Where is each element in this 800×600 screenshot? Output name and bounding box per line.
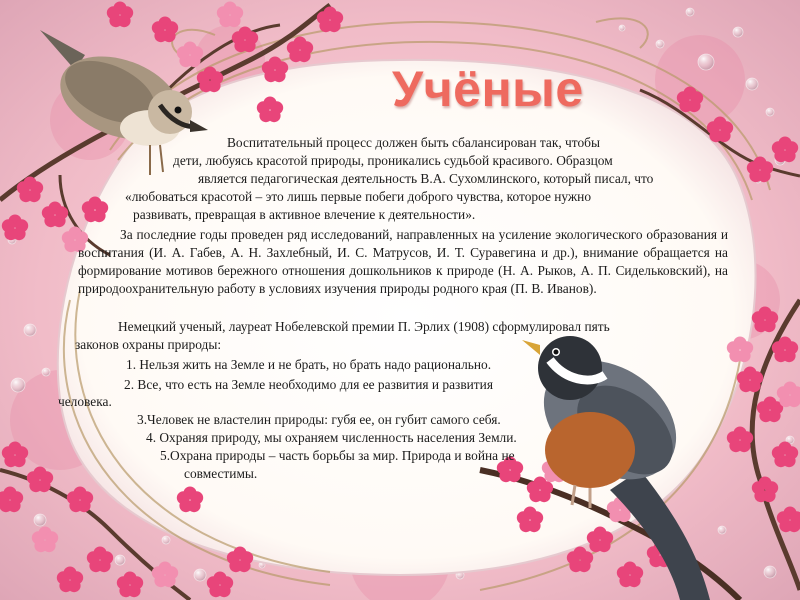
law-2-line-2: человека. [58,394,112,409]
paragraph-3-line-1: Немецкий ученый, лауреат Нобелевской премии П. Эрлих (1908) сформулировал пять [118,319,610,334]
law-5-line-1: 5.Охрана природы – часть борьбы за мир. Природа и война не [160,448,515,463]
law-3: 3.Человек не властелин природы: губя ее, он губит самого себя. [137,412,501,427]
paragraph-1-line-5: развивать, превращая в активное влечение к деятельности». [133,207,476,222]
law-4: 4. Охраняя природу, мы охраняем численность населения Земли. [146,430,517,445]
paragraph-1-line-4: «любоваться красотой – это лишь первые побеги доброго чувства, которое нужно [125,189,592,204]
law-1: 1. Нельзя жить на Земле и не брать, но брать надо рационально. [126,357,492,372]
paragraph-2: За последние годы проведен ряд исследований, направленных на усиление экологического образования и воспитания (И. А. Габев, А. Н. Захлебный, И. С. Матрусов, И. Т. Суравегина и др.), внимание обращается на формирование мотивов бережного отношения дошкольников к природе (Н. А. Рыков, А. П. Сидельковский), на природоохранительную работу в условиях изучения природы родного края (П. В. Иванов). [78,227,728,296]
paragraph-3-line-2: законов охраны природы: [75,337,222,352]
paragraph-1-line-2: дети, любуясь красотой природы, проникались судьбой красивого. Образцом [173,153,613,168]
paragraph-1-line-1: Воспитательный процесс должен быть сбалансирован так, чтобы [227,135,600,150]
paragraph-1-line-3: является педагогическая деятельность В.А. Сухомлинского, который писал, что [198,171,654,186]
law-2-line-1: 2. Все, что есть на Земле необходимо для ее развития и развития [124,377,493,392]
law-5-line-2: совместимы. [184,466,258,481]
slide-title: Учёные [392,61,584,117]
